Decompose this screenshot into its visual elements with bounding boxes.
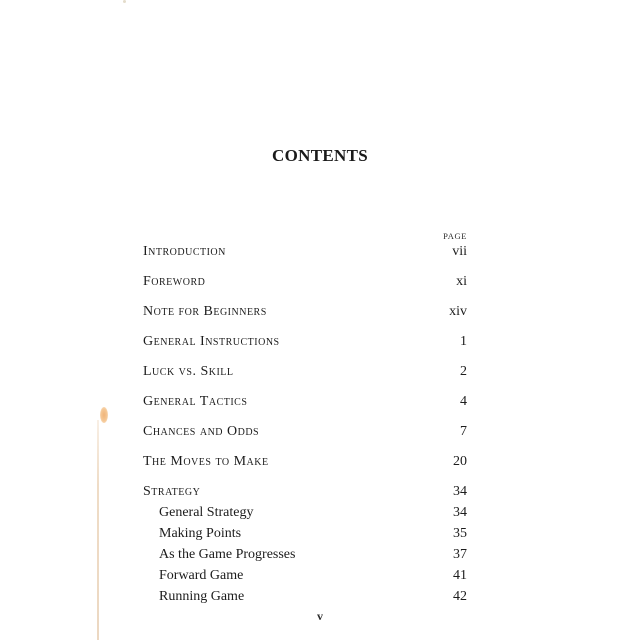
toc-entry-label: Making Points — [159, 526, 242, 541]
toc-entry-strategy — [143, 484, 467, 500]
toc-subentry-forward-game — [143, 568, 467, 584]
page-edge-line — [97, 420, 99, 640]
page-column-label: PAGE — [443, 231, 467, 241]
toc-entry-chances-and-odds — [143, 424, 467, 440]
toc-entry-label: Note for Beginners — [143, 304, 267, 319]
toc-entry-label: Forward Game — [159, 568, 244, 583]
toc-entry-page: 2 — [460, 364, 467, 379]
toc-subentry-general-strategy — [143, 505, 467, 521]
toc-entry-foreword — [143, 274, 467, 290]
toc-entry-label: Running Game — [159, 589, 245, 604]
toc-entry-page: 1 — [460, 334, 467, 349]
toc-entry-introduction — [143, 244, 467, 260]
toc-entry-label: The Moves to Make — [143, 454, 269, 469]
toc-entry-page: xi — [456, 274, 467, 289]
toc-entry-general-tactics — [143, 394, 467, 410]
toc-entry-page: 37 — [453, 547, 467, 562]
toc-subentry-making-points — [143, 526, 467, 542]
toc-entry-label: Introduction — [143, 244, 226, 259]
toc-entry-label: Luck vs. Skill — [143, 364, 234, 379]
toc-entry-luck-vs-skill — [143, 364, 467, 380]
paper-stain — [100, 407, 108, 423]
toc-entry-label: General Instructions — [143, 334, 280, 349]
toc-entry-page: 34 — [453, 484, 467, 499]
page-number-folio: v — [317, 609, 323, 623]
toc-entry-page: 35 — [453, 526, 467, 541]
toc-entry-label: Strategy — [143, 484, 201, 499]
page-title: CONTENTS — [272, 146, 368, 165]
toc-entry-label: General Strategy — [159, 505, 254, 520]
toc-entry-page: 7 — [460, 424, 467, 439]
toc-entry-page: 41 — [453, 568, 467, 583]
toc-entry-label: General Tactics — [143, 394, 248, 409]
toc-subentry-as-the-game-progresses — [143, 547, 467, 563]
toc-entry-page: 42 — [453, 589, 467, 604]
toc-entry-page: 20 — [453, 454, 467, 469]
toc-entry-page: 4 — [460, 394, 467, 409]
toc-entry-label: As the Game Progresses — [159, 547, 296, 562]
toc-entry-the-moves-to-make — [143, 454, 467, 470]
toc-entry-page: xiv — [449, 304, 467, 319]
toc-subentry-running-game — [143, 589, 467, 605]
paper-speck — [123, 0, 126, 3]
toc-entry-general-instructions — [143, 334, 467, 350]
toc-entry-note-for-beginners — [143, 304, 467, 320]
toc-entry-page: 34 — [453, 505, 467, 520]
toc-entry-page: vii — [452, 244, 467, 259]
toc-entry-label: Chances and Odds — [143, 424, 260, 439]
toc-entry-label: Foreword — [143, 274, 206, 289]
